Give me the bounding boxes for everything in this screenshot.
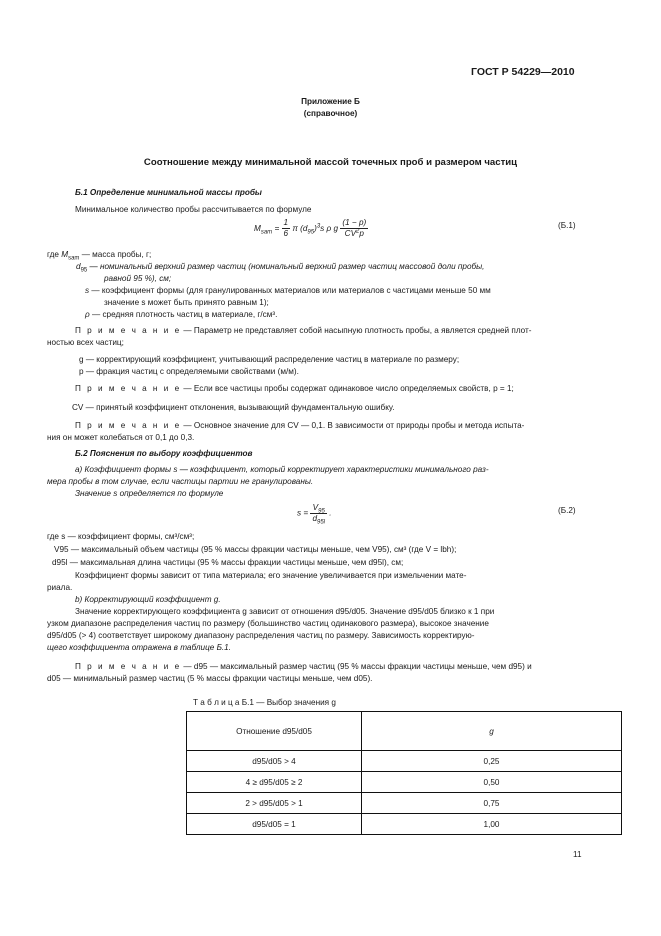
g-line1: Значение корректирующего коэффициента g зависит от отношения d95/d05. Значение d95/d05 близко к 1 при xyxy=(75,607,495,616)
table-row xyxy=(187,751,622,772)
annex-subtitle: (справочное) xyxy=(303,109,358,118)
shape-line2: риала. xyxy=(47,583,73,592)
note-1: П р и м е ч а н и е — Параметр не представляет собой насыпную плотность пробы, а является средней плот- xyxy=(75,326,532,335)
table-row xyxy=(187,793,622,814)
note-1-cont: ностью всех частиц; xyxy=(47,338,124,347)
b2-a-line1: a) Коэффициент формы s — коэффициент, который корректирует характеристики минимального раз- xyxy=(75,465,489,474)
def-s: s — коэффициент формы (для гранулированных материалов или материалов с частицами меньше 50 мм xyxy=(85,286,491,295)
table-header-row xyxy=(187,712,622,751)
def-s-shape: где s — коэффициент формы, см³/см³; xyxy=(47,532,195,541)
table-cell-g: 0,75 xyxy=(362,793,622,814)
table-caption: Т а б л и ц а Б.1 — Выбор значения g xyxy=(193,698,336,707)
standard-number: ГОСТ Р 54229—2010 xyxy=(471,66,575,78)
table-row xyxy=(187,814,622,835)
b2-note: П р и м е ч а н и е — d95 — максимальный размер частиц (95 % массы фракции частицы меньше, чем d95) и xyxy=(75,662,532,671)
g-line2: узком диапазоне распределения частиц по размеру (большинство частиц одинакового размера), высокое значение xyxy=(47,619,489,628)
def-cv: CV — принятый коэффициент отклонения, вызывающий фундаментальную ошибку. xyxy=(72,403,395,412)
table-cell-g: 0,25 xyxy=(362,751,622,772)
table-cell-ratio: d95/d05 = 1 xyxy=(187,814,362,835)
def-d95: $d_{95}$ — номинальный верхний размер частиц (номинальный верхний размер частиц массовой доли пробы, xyxy=(76,262,485,274)
table-row xyxy=(187,772,622,793)
table-cell-ratio: 2 > d95/d05 > 1 xyxy=(187,793,362,814)
note-3-cont: ния он может колебаться от 0,1 до 0,3. xyxy=(47,433,195,442)
b2-note-cont: d05 — минимальный размер частиц (5 % массы фракции частицы меньше, чем d05). xyxy=(47,674,373,683)
def-g: g — корректирующий коэффициент, учитывающий распределение частиц в материале по размеру; xyxy=(79,355,460,364)
table-header-g: g xyxy=(362,712,622,751)
def-d95l: d95l — максимальная длина частицы (95 % массы фракции частицы меньше, чем d95l), см; xyxy=(52,558,404,567)
table-cell-ratio: 4 ≥ d95/d05 ≥ 2 xyxy=(187,772,362,793)
main-title: Соотношение между минимальной массой точечных проб и размером частиц xyxy=(143,157,518,168)
annex-title: Приложение Б xyxy=(301,97,360,106)
def-p: p — фракция частиц с определяемыми свойствами (м/м). xyxy=(79,367,299,376)
def-rho: ρ — средняя плотность частиц в материале, г/см³. xyxy=(85,310,278,319)
def-msam: где $M_{sam}$ — масса пробы, г; xyxy=(47,250,152,262)
page-number: 11 xyxy=(573,850,582,859)
def-v95: V95 — максимальный объем частицы (95 % массы фракции частицы меньше, чем V95), см³ (где V = lbh); xyxy=(54,545,457,554)
g-line4: щего коэффициента отражена в таблице Б.1. xyxy=(47,643,232,652)
eq-number-b1: (Б.1) xyxy=(558,221,576,230)
section-b2-heading: Б.2 Пояснения по выбору коэффициентов xyxy=(75,449,253,458)
b1-intro: Минимальное количество пробы рассчитывается по формуле xyxy=(75,205,312,214)
note-3: П р и м е ч а н и е — Основное значение для CV — 0,1. В зависимости от природы пробы и метода испыта- xyxy=(75,421,525,430)
table-g-selection xyxy=(186,711,622,835)
b2-a-line3: Значение s определяется по формуле xyxy=(75,489,224,498)
shape-line1: Коэффициент формы зависит от типа материала; его значение увеличивается при измельчении мате- xyxy=(75,571,467,580)
table-cell-ratio: d95/d05 > 4 xyxy=(187,751,362,772)
formula-b2: s = $\frac{V_{95}}{d_{95l}}$ . xyxy=(297,503,332,526)
table-cell-g: 0,50 xyxy=(362,772,622,793)
formula-b1: $M_{sam}$ = $\frac{1}{6}$ π $(d_{95})^3s$ ρ g $\frac{(1 - p)}{CV^2p}$ xyxy=(254,218,367,238)
def-d95-cont: равной 95 %), см; xyxy=(104,274,172,283)
b2-b-title: b) Корректирующий коэффициент g. xyxy=(75,595,221,604)
g-line3: d95/d05 (> 4) соответствует широкому диапазону распределения частиц по размеру. Зависимость корректирую- xyxy=(47,631,475,640)
eq-number-b2: (Б.2) xyxy=(558,506,576,515)
section-b1-heading: Б.1 Определение минимальной массы пробы xyxy=(75,188,262,197)
b2-a-line2: мера пробы в том случае, если частицы партии не гранулированы. xyxy=(47,477,314,486)
table-cell-g: 1,00 xyxy=(362,814,622,835)
note-2: П р и м е ч а н и е — Если все частицы пробы содержат одинаковое число определяемых свойств, p = 1; xyxy=(75,384,514,393)
table-header-ratio: Отношение d95/d05 xyxy=(187,712,362,751)
def-s-cont: значение s может быть принято равным 1); xyxy=(104,298,269,307)
